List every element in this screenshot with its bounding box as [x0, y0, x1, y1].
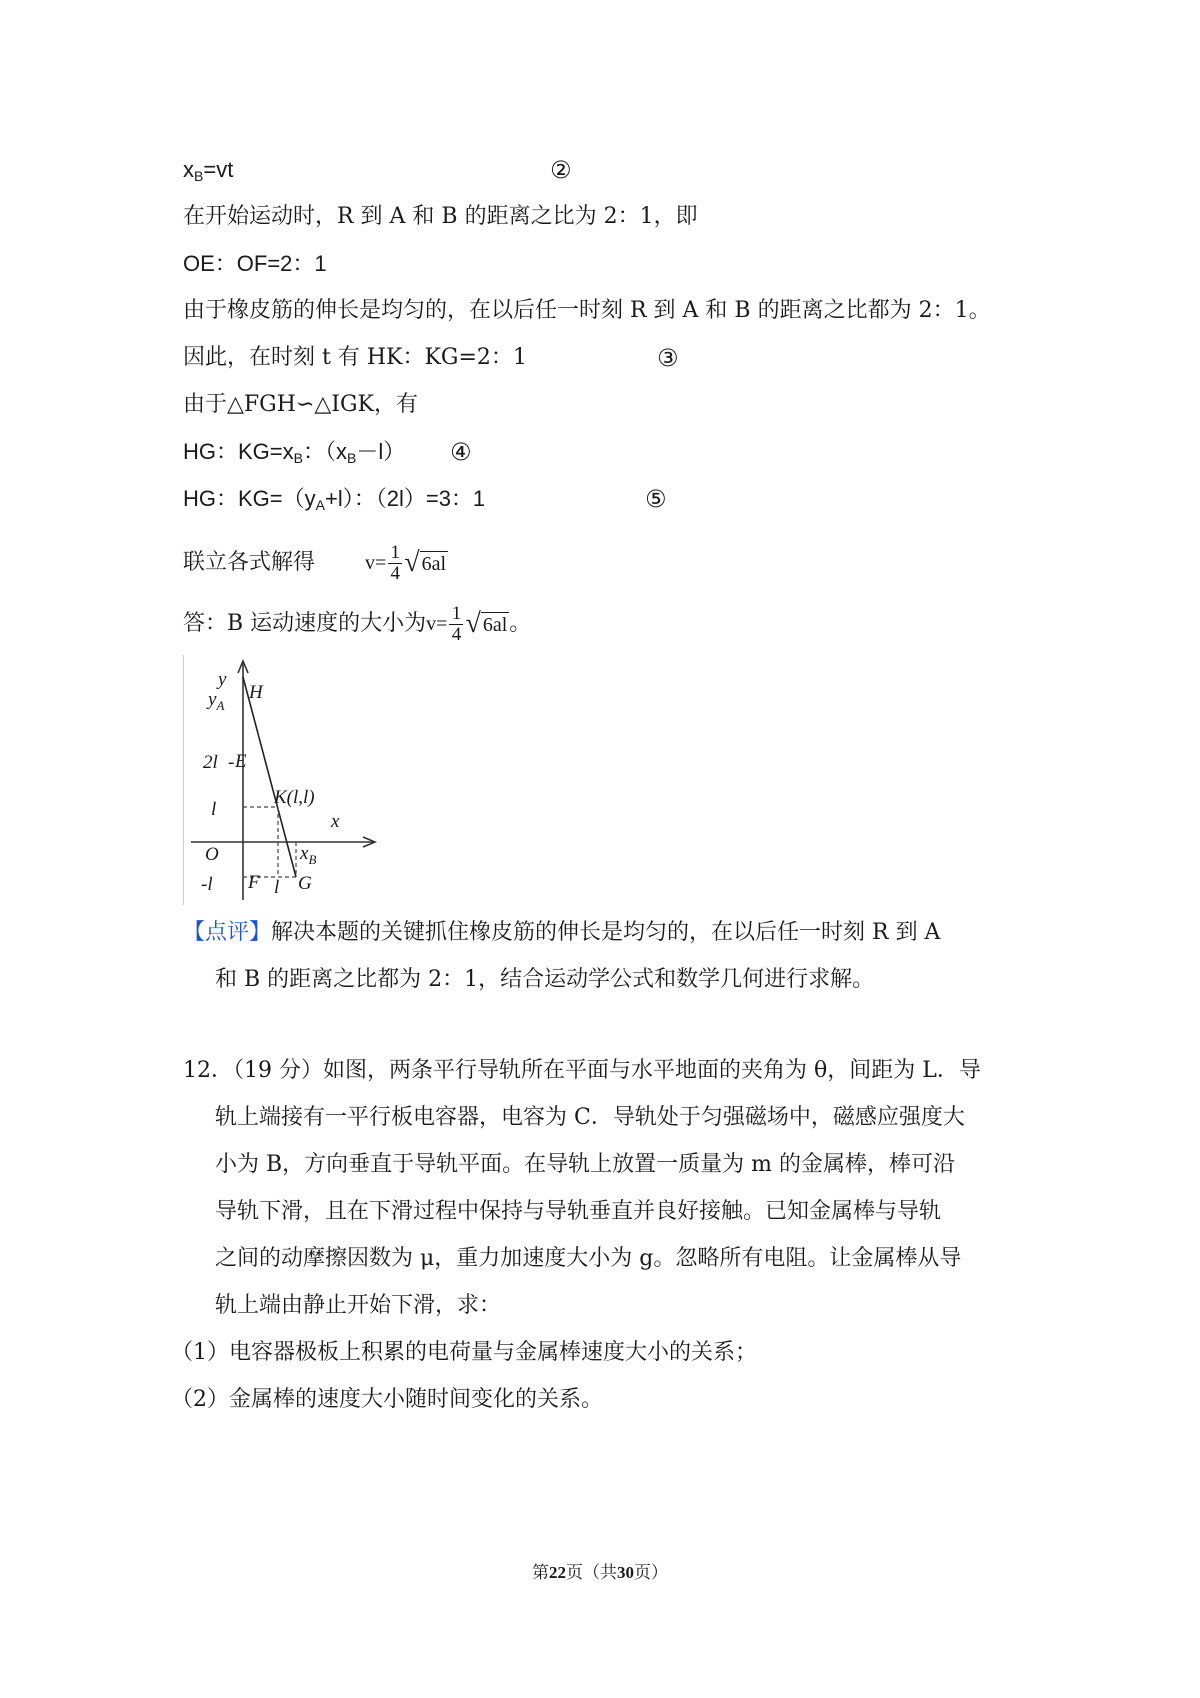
problem-line-3: 小为 B，方向垂直于导轨平面。在导轨上放置一质量为 m 的金属棒，棒可沿 — [215, 1152, 956, 1177]
problem-line-1 — [183, 1047, 1043, 1094]
footer-pre: 第 — [532, 1563, 549, 1583]
label-yA — [206, 689, 224, 713]
answer-fraction-denominator: 4 — [451, 623, 462, 645]
eq3-marker: ③ — [657, 344, 679, 372]
eq2-lhs: x — [183, 157, 194, 182]
label-neg-l: -l — [201, 874, 213, 895]
label-l-y: l — [211, 799, 217, 820]
equation-2 — [183, 155, 233, 185]
label-K: K(l,l) — [274, 787, 315, 808]
eq2-sub: B — [194, 168, 204, 184]
remark-line-1 — [183, 909, 1043, 956]
fraction-numerator: 1 — [390, 541, 401, 563]
eq4-part-b: ：（x — [302, 439, 347, 464]
answer-radicand: 6al — [482, 613, 508, 636]
answer-fraction — [449, 604, 463, 645]
label-x: x — [331, 811, 340, 832]
equation-4 — [183, 437, 405, 467]
answer-prefix: 答：B 运动速度的大小为 — [183, 611, 427, 636]
remark — [183, 909, 1043, 1003]
answer-fraction-numerator: 1 — [451, 602, 462, 624]
solve-text: 联立各式解得 — [183, 550, 316, 575]
equation-5 — [183, 484, 485, 514]
answer-formula — [426, 604, 509, 645]
solution-line-2: 在开始运动时，R 到 A 和 B 的距离之比为 2：1，即 — [183, 204, 698, 229]
answer-suffix: 。 — [509, 611, 532, 636]
problem-header: 12．（19 分） — [183, 1058, 323, 1083]
solution-line-9 — [183, 535, 448, 591]
answer-line — [183, 596, 531, 652]
line-HG — [243, 677, 296, 877]
velocity-formula — [365, 543, 448, 584]
formula-lhs: v= — [365, 552, 387, 574]
label-xB-main: x — [300, 843, 309, 864]
fraction-denominator: 4 — [390, 562, 401, 584]
solution-line-5: 因此，在时刻 t 有 HK：KG=2：1 — [183, 345, 527, 370]
solution-line-3: OE：OF=2：1 — [183, 251, 327, 276]
answer-formula-lhs: v= — [426, 613, 448, 635]
eq5-sub1: A — [315, 497, 325, 513]
remark-label: 【点评】 — [183, 920, 272, 945]
question-2: （2）金属棒的速度大小随时间变化的关系。 — [171, 1387, 603, 1412]
eq4-sub2: B — [347, 450, 357, 466]
coordinate-diagram — [183, 655, 383, 905]
problem-line-4: 导轨下滑，且在下滑过程中保持与导轨垂直并良好接触。已知金属棒与导轨 — [215, 1199, 942, 1224]
page-footer — [0, 1562, 1200, 1584]
footer-total-pages: 30 — [617, 1563, 634, 1582]
label-E-dash: - — [228, 752, 235, 773]
label-E: E — [235, 751, 247, 772]
label-H: H — [249, 682, 263, 703]
problem-line-2: 轨上端接有一平行板电容器，电容为 C．导轨处于匀强磁场中，磁感应强度大 — [215, 1105, 965, 1130]
footer-page-number: 22 — [549, 1563, 566, 1582]
problem-line-5: 之间的动摩擦因数为 μ，重力加速度大小为 g。忽略所有电阻。让金属棒从导 — [215, 1246, 962, 1271]
label-O: O — [205, 844, 219, 865]
problem-12 — [171, 1047, 1043, 1423]
eq5-part-a: HG：KG=（y — [183, 486, 316, 511]
footer-mid: 页（共 — [566, 1563, 617, 1583]
fraction — [388, 543, 402, 584]
label-y: y — [218, 669, 227, 690]
problem-line-6: 轨上端由静止开始下滑，求： — [215, 1293, 502, 1318]
eq2-marker: ② — [550, 156, 572, 184]
answer-sqrt-icon: √ — [465, 608, 481, 639]
eq4-sub1: B — [293, 450, 303, 466]
sqrt — [404, 549, 448, 577]
question-1: （1）电容器极板上积累的电荷量与金属棒速度大小的关系； — [171, 1340, 757, 1365]
label-l-x: l — [274, 877, 280, 898]
eq4-marker: ④ — [450, 438, 472, 466]
label-2l: 2l — [203, 752, 218, 773]
remark-line-2: 和 B 的距离之比都为 2：1，结合运动学公式和数学几何进行求解。 — [215, 967, 875, 992]
label-G: G — [298, 873, 312, 894]
sqrt-icon: √ — [404, 547, 420, 578]
solution-line-4: 由于橡皮筋的伸长是均匀的，在以后任一时刻 R 到 A 和 B 的距离之比都为 2：1。 — [183, 298, 991, 323]
eq5-part-b: +l）：（2l）=3：1 — [324, 486, 486, 511]
remark-text-1: 解决本题的关键抓住橡皮筋的伸长是均匀的，在以后任一时刻 R 到 A — [271, 920, 941, 945]
label-F: F — [248, 872, 260, 893]
footer-post: 页） — [634, 1563, 668, 1583]
label-yA-sub: A — [216, 698, 225, 713]
eq2-rhs: =vt — [203, 157, 234, 182]
answer-sqrt — [465, 610, 509, 638]
eq5-marker: ⑤ — [645, 485, 667, 513]
eq4-part-c: －l） — [356, 439, 406, 464]
radicand: 6al — [421, 552, 447, 575]
problem-text-1: 如图，两条平行导轨所在平面与水平地面的夹角为 θ，间距为 L．导 — [322, 1058, 981, 1083]
label-xB-sub: B — [308, 852, 317, 867]
label-yA-main: y — [208, 689, 217, 710]
solution-line-6: 由于△FGH∽△IGK，有 — [183, 392, 418, 417]
eq4-part-a: HG：KG=x — [183, 439, 294, 464]
label-xB — [299, 843, 316, 867]
